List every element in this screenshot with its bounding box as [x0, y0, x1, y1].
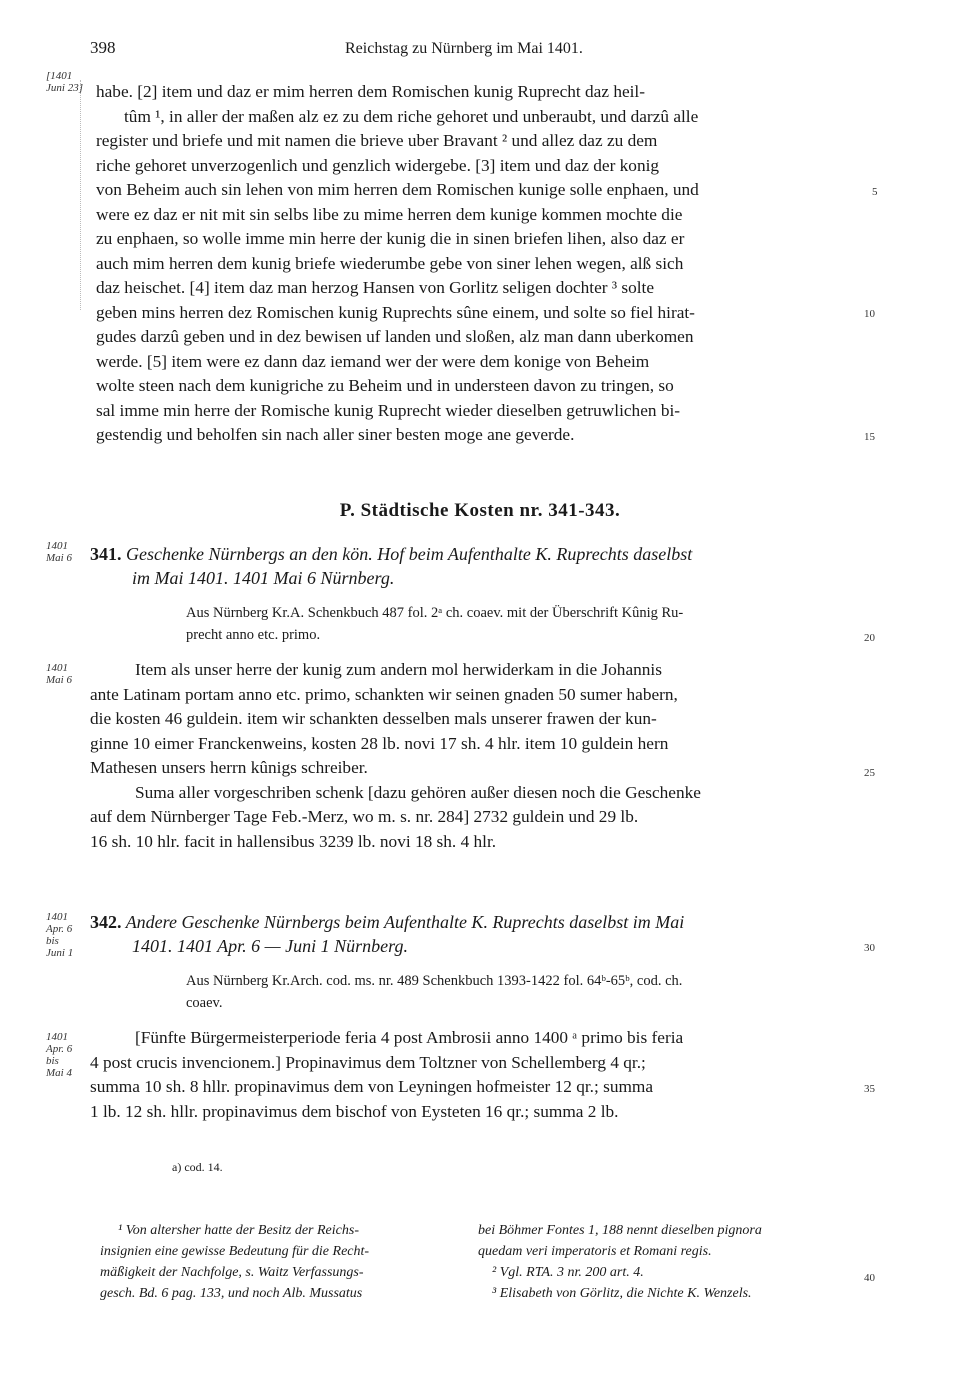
entry-342-title — [90, 910, 860, 958]
text-line: 4 post crucis invencionem.] Propinavimus dem Toltzner von Schellemberg 4 qr.; — [90, 1052, 646, 1072]
text-line: die kosten 46 guldein. item wir schankten desselben mals unserer frawen der kun- — [90, 709, 657, 728]
text-line: daz heischet. [4] item daz man herzog Hansen von Gorlitz seligen dochter ³ solte — [96, 278, 654, 297]
text-line: summa 10 sh. 8 hllr. propinavimus dem von Leyningen hofmeister 12 qr.; summa — [90, 1077, 654, 1096]
line-number: 40 — [864, 1272, 875, 1284]
running-title: Reichstag zu Nürnberg im Mai 1401. — [345, 40, 583, 57]
footnote-line: ³ Elisabeth von Görlitz, die Nichte K. Wenzels. — [492, 1286, 752, 1301]
page-number: 398 — [90, 38, 116, 57]
text-line: ante Latinam portam anno etc. primo, schankten wir seinen gnaden 50 sumer habern, — [90, 684, 678, 704]
line-number: 25 — [864, 767, 875, 779]
text-line: ginne 10 eimer Franckenweins, kosten 28 lb. novi 17 sh. 4 hlr. item 10 guldein hern — [90, 733, 669, 753]
text-line: werde. [5] item were ez dann daz iemand wer der were dem konige von Beheim — [96, 351, 650, 371]
source-line: coaev. — [186, 995, 223, 1011]
margin-date-341-text: 1401 Mai 6 — [46, 662, 72, 686]
text-line: 1 lb. 12 sh. hllr. propinavimus dem bischof von Eysteten 16 qr.; summa 2 lb. — [90, 1101, 619, 1121]
footnote-line: gesch. Bd. 6 pag. 133, und noch Alb. Mussatus — [100, 1286, 363, 1301]
text-line: Item als unser herre der kunig zum andern mol herwiderkam in die Johannis — [135, 660, 662, 679]
text-line: tûm ¹, in aller der maßen alz ez zu dem riche gehoret und unberaubt, und darzû alle — [124, 106, 699, 126]
source-line: precht anno etc. primo. — [186, 627, 321, 643]
text-line: gestendig und beholfen sin nach aller siner besten moge ane geverde. — [96, 425, 575, 444]
text-line: riche gehoret unverzogenlich und genzlich widergebe. [3] item und daz der konig — [96, 155, 660, 175]
text-line: sal imme min herre der Romische kunig Ruprecht wieder dieselben getruwlichen bi- — [96, 400, 681, 420]
entry-title-line: 1401. 1401 Apr. 6 — Juni 1 Nürnberg. — [132, 936, 409, 956]
margin-date-342-text: 1401 Apr. 6 bis Mai 4 — [46, 1031, 73, 1079]
entry-342-text — [90, 1026, 850, 1124]
source-line: Aus Nürnberg Kr.Arch. cod. ms. nr. 489 Schenkbuch 1393-1422 fol. 64ᵇ-65ᵇ, cod. ch. — [186, 973, 683, 989]
entry-number: 341. — [90, 544, 122, 564]
text-line: zu enphaen, so wolle imme min herre der kunig die in sinen briefen lihen, also daz er — [96, 229, 685, 248]
entry-342-source — [186, 970, 856, 1014]
text-line: [Fünfte Bürgermeisterperiode feria 4 post Ambrosii anno 1400 ᵃ primo bis feria — [135, 1028, 684, 1047]
text-line: wolte steen nach dem kunigriche zu Beheim und in understeen davon zu tringen, so — [96, 376, 674, 395]
text-line: auch mim herren dem kunig briefe wiederumbe gebe von siner lehen wegen, alß sich — [96, 253, 684, 273]
body-paragraph — [96, 80, 852, 448]
text-line: von Beheim auch sin lehen von mim herren dem Romischen kunige solle enphaen, und — [96, 180, 699, 199]
footnote-a: a) cod. 14. — [172, 1160, 223, 1174]
section-title: P. Städtische Kosten nr. 341-343. — [339, 500, 621, 521]
footnote-line: ² Vgl. RTA. 3 nr. 200 art. 4. — [492, 1265, 644, 1280]
line-number: 35 — [864, 1083, 875, 1095]
entry-341-text — [90, 658, 850, 854]
entry-341-source — [186, 602, 856, 646]
text-line: 16 sh. 10 hlr. facit in hallensibus 3239 lb. novi 18 sh. 4 hlr. — [90, 831, 497, 851]
margin-date-341: 1401 Mai 6 — [46, 540, 72, 564]
line-number: 20 — [864, 632, 875, 644]
footnotes-left — [100, 1220, 460, 1304]
entry-title-line: Geschenke Nürnbergs an den kön. Hof beim Aufenthalte K. Ruprechts daselbst — [126, 544, 693, 564]
footnote-line: bei Böhmer Fontes 1, 188 nennt dieselben pignora — [478, 1223, 762, 1238]
text-line: auf dem Nürnberger Tage Feb.-Merz, wo m. s. nr. 284] 2732 guldein und 29 lb. — [90, 807, 639, 826]
entry-number: 342. — [90, 912, 122, 932]
footnote-line: insignien eine gewisse Bedeutung für die Recht- — [100, 1244, 370, 1259]
text-line: geben mins herren dez Romischen kunig Ruprechts sûne einem, und solte so fiel hirat- — [96, 302, 695, 322]
margin-date-1: [1401 Juni 23] — [46, 70, 83, 94]
entry-title-line: im Mai 1401. 1401 Mai 6 Nürnberg. — [132, 568, 395, 588]
line-number: 5 — [872, 186, 878, 198]
text-line: gudes darzû geben und in dez bewisen uf landen und sloßen, alz man dann uberkomen — [96, 327, 694, 346]
footnotes-right — [478, 1220, 858, 1304]
text-line: habe. [2] item und daz er mim herren dem Romischen kunig Ruprecht daz heil- — [96, 82, 645, 101]
line-number: 10 — [864, 308, 875, 320]
text-line: register und briefe und mit namen die brieve uber Bravant ² und allez daz zu dem — [96, 131, 658, 150]
line-number: 30 — [864, 942, 875, 954]
footnote-line: quedam veri imperatoris et Romani regis. — [478, 1244, 712, 1259]
source-line: Aus Nürnberg Kr.A. Schenkbuch 487 fol. 2ᵃ ch. coaev. mit der Überschrift Kûnig Ru- — [186, 605, 684, 621]
margin-date-342: 1401 Apr. 6 bis Juni 1 — [46, 911, 74, 959]
entry-341-title — [90, 542, 860, 590]
text-line: Mathesen unsers herrn kûnigs schreiber. — [90, 758, 368, 777]
margin-rule — [80, 80, 82, 310]
text-line: were ez daz er nit mit sin selbs libe zu mime herren dem kunige kommen mochte die — [96, 204, 683, 224]
footnote-line: mäßigkeit der Nachfolge, s. Waitz Verfassungs- — [100, 1265, 364, 1280]
entry-title-line: Andere Geschenke Nürnbergs beim Aufenthalte K. Ruprechts daselbst im Mai — [125, 912, 685, 932]
text-line: Suma aller vorgeschriben schenk [dazu gehören außer diesen noch die Geschenke — [135, 782, 701, 802]
line-number: 15 — [864, 431, 875, 443]
footnote-line: ¹ Von altersher hatte der Besitz der Reichs- — [118, 1223, 359, 1238]
